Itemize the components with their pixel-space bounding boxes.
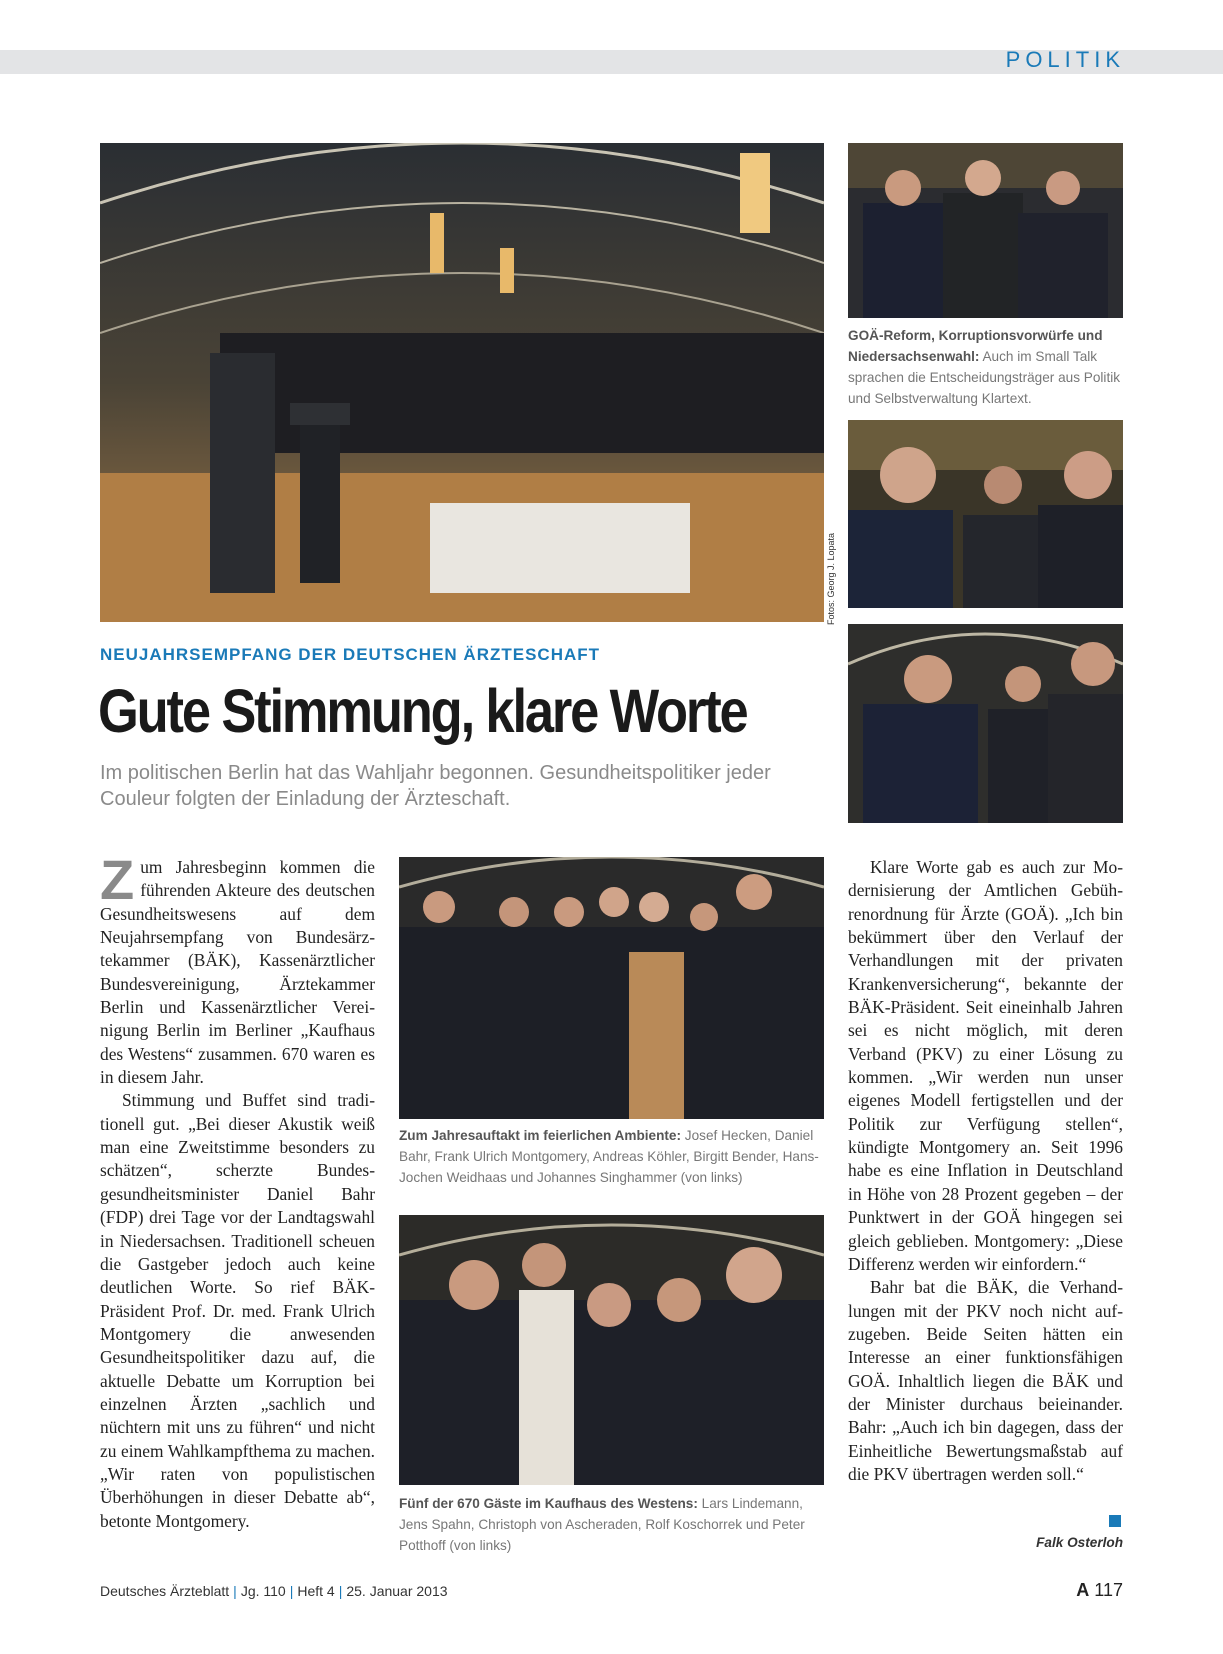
paragraph: [100, 848, 375, 1089]
group-photo-2: [399, 1215, 824, 1485]
headline: Gute Stimmung, klare Worte: [98, 677, 747, 745]
caption-group-2: [399, 1493, 829, 1556]
paragraph: Bahr bat die BÄK, die Verhandlungen mit der PKV noch nicht aufzugeben. Beide Seiten hätten ein Interesse an einer funktionsfähigen GOÄ. Inhaltlich liegen die BÄK und der Minister durchaus beieinander. Bahr: „Auch ich bin dagegen, dass der Einheitliche Bewertungsmaßstab auf die PKV übertragen werden soll.“: [848, 1277, 1123, 1484]
end-of-article-mark: [1109, 1515, 1121, 1527]
journal-name: Deutsches Ärzteblatt: [100, 1583, 230, 1599]
issue-date: 25. Januar 2013: [346, 1583, 448, 1599]
author-byline: Falk Osterloh: [1036, 1535, 1123, 1550]
caption-smalltalk: [848, 325, 1123, 409]
dropcap: Z: [100, 848, 135, 911]
journal-volume: Jg. 110: [240, 1583, 286, 1599]
standfirst: Im politischen Berlin hat das Wahljahr begonnen. Gesundheitspolitiker jeder Couleur folgten der Einladung der Ärzteschaft.: [100, 762, 771, 810]
main-event-photo: [100, 143, 824, 622]
caption-group-2-text: Lars Lindemann, Jens Spahn, Christoph von Ascheraden, Rolf Koschorrek und Peter Potthoff (von links): [399, 1496, 805, 1553]
paragraph-text: um Jahresbeginn kommen die führenden Akteure des deutschen Gesundheitswesens auf dem Neujahrsempfang von Bundesärztekammer (BÄK), Kassenärztlicher Bundesvereinigung, Ärztekammer Berlin und Kassenärztlicher Vereinigung Berlin im Berliner „Kaufhaus des Westens“ zusammen. 670 waren es in diesem Jahr.: [100, 857, 375, 1088]
article-column-right: [848, 856, 1123, 1486]
page-number: [1076, 1580, 1123, 1601]
footer-separator: |: [233, 1583, 237, 1599]
caption-group-1-text: Josef Hecken, Daniel Bahr, Frank Ulrich Montgomery, Andreas Köhler, Birgitt Bender, Hans-Jochen Weidhaas und Johannes Singhammer (von links): [399, 1128, 819, 1185]
paragraph: Stimmung und Buffet sind traditionell gut. „Bei dieser Akustik weiß man eine Zweitstimme besonders zu schätzen“, scherzte Bundesgesundheitsminister Daniel Bahr (FDP) drei Tage vor der Landtagswahl in Niedersachsen. Traditionell scheuen die Gastgeber jedoch auch keine deutlichen Worte. So rief BÄK-Präsident Prof. Dr. med. Frank Ulrich Montgomery die anwesenden Gesundheitspolitiker dazu auf, die aktuelle Debatte um Korruption bei einzelnen Ärzten „sachlich und nüchtern mit uns zu führen“ und nicht zu einem Wahlkampfthema zu machen. „Wir raten von populistischen Überhöhungen in dieser Debatte ab“, betonte Montgomery.: [100, 1090, 375, 1531]
paragraph: Klare Worte gab es auch zur Modernisierung der Amtlichen Gebührenordnung für Ärzte (GOÄ). „Ich bin bekümmert über den Verlauf der Verhandlungen mit der privaten Krankenversicherung“, bekannte der BÄK-Präsident. Seit eineinhalb Jahren sei es nicht möglich, mit deren Verband (PKV) zu einer Lösung zu kommen. „Wir werden nun unser eigenes Modell fertigstellen und der Politik zur Verfügung stellen“, kündigte Montgomery an. Seit 1996 habe es eine Inflation in Deutschland in Höhe von 28 Prozent gegeben – der Punktwert in der GOÄ hingegen sei gleich geblieben. Montgomery: „Diese Differenz werden wir einfordern.“: [848, 857, 1123, 1274]
footer-separator: |: [289, 1583, 294, 1599]
smalltalk-photo-3: [848, 624, 1123, 823]
page-prefix: A: [1076, 1580, 1090, 1600]
smalltalk-photo-1: [848, 143, 1123, 318]
photo-credit: Fotos: Georg J. Lopata: [826, 532, 836, 625]
caption-smalltalk-lead: GOÄ-Reform, Korruptionsvorwürfe und Niedersachsenwahl:: [848, 328, 1103, 364]
smalltalk-photo-2: [848, 420, 1123, 608]
page-number-value: 117: [1094, 1580, 1123, 1600]
footer-separator: |: [338, 1583, 343, 1599]
caption-group-2-lead: Fünf der 670 Gäste im Kaufhaus des Westens:: [399, 1496, 698, 1511]
journal-issue: Heft 4: [297, 1583, 335, 1599]
caption-group-1: [399, 1125, 829, 1188]
page-footer: [100, 1583, 448, 1599]
caption-smalltalk-text: Auch im Small Talk sprachen die Entscheidungsträger aus Politik und Selbstverwaltung Klartext.: [848, 349, 1121, 406]
caption-group-1-lead: Zum Jahresauftakt im feierlichen Ambiente:: [399, 1128, 682, 1143]
group-photo-1: [399, 857, 824, 1119]
section-label: POLITIK: [1005, 47, 1125, 72]
kicker: NEUJAHRSEMPFANG DER DEUTSCHEN ÄRZTESCHAFT: [100, 645, 601, 664]
article-column-left: [100, 848, 375, 1533]
